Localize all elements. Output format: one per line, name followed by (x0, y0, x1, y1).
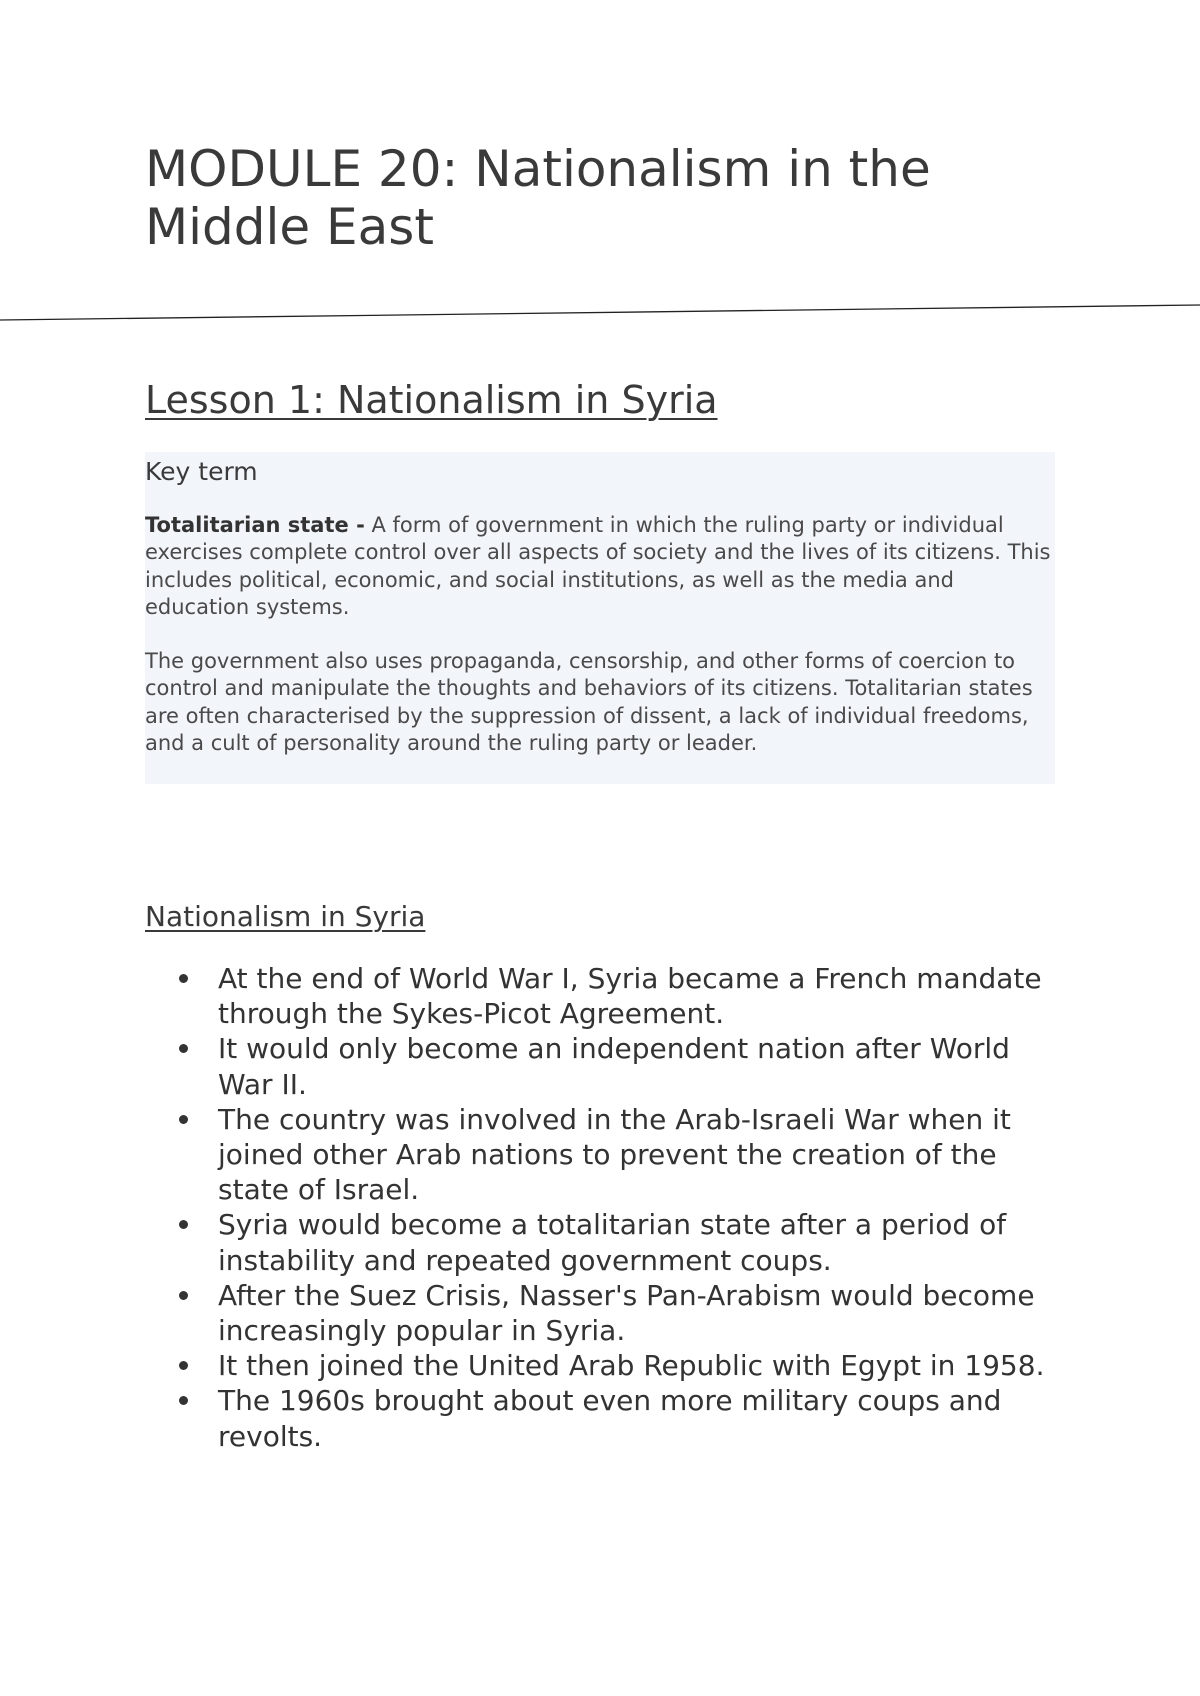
bullet-text: It would only become an independent nation after World War II. (218, 1032, 1010, 1101)
bullet-dot-icon (179, 1291, 188, 1300)
key-term-box (145, 452, 1055, 784)
bullet-text: Syria would become a totalitarian state after a period of instability and repeated government coups. (218, 1208, 1007, 1277)
module-title: MODULE 20: Nationalism in the Middle East (145, 140, 931, 256)
key-term-paragraph-2: The government also uses propaganda, censorship, and other forms of coercion to control and manipulate the thoughts and behaviors of its citizens. Totalitarian states are often characterised by the suppression of dissent, a lack of individual freedoms, and a cult of personality around the ruling party or leader. (145, 649, 1033, 755)
bullet-list (175, 961, 1055, 1454)
bullet-dot-icon (179, 1044, 188, 1053)
bullet-item (175, 1278, 1055, 1348)
key-term-heading: Key term (145, 457, 258, 486)
bullet-item (175, 1348, 1055, 1383)
bullet-dot-icon (179, 1361, 188, 1370)
bullet-text: After the Suez Crisis, Nasser's Pan-Arabism would become increasingly popular in Syria. (218, 1278, 1035, 1348)
bullet-item (175, 1207, 1055, 1277)
lesson-title: Lesson 1: Nationalism in Syria (145, 378, 718, 422)
key-term-definition: A form of government in which the ruling party or individual exercises complete control over all aspects of society and the lives of its citizens. This includes political, economic, and social institutions, as well as the media and education systems. (145, 513, 1051, 619)
bullet-item (175, 1102, 1055, 1208)
bullet-text: The 1960s brought about even more military coups and revolts. (218, 1384, 1002, 1453)
bullet-dot-icon (179, 1115, 188, 1124)
bullet-item (175, 1383, 1055, 1453)
key-term-name: Totalitarian state - (145, 513, 365, 537)
bullet-item (175, 1031, 1055, 1101)
bullet-text: It then joined the United Arab Republic with Egypt in 1958. (218, 1349, 1045, 1383)
key-term-definition-paragraph (145, 512, 1055, 621)
bullet-item (175, 961, 1055, 1031)
divider-line (0, 305, 1200, 320)
bullet-dot-icon (179, 974, 188, 983)
title-divider (0, 300, 1200, 324)
bullet-text: The country was involved in the Arab-Israeli War when it joined other Arab nations to prevent the creation of the state of Israel. (218, 1102, 1011, 1207)
section-heading: Nationalism in Syria (145, 900, 426, 933)
bullet-text: At the end of World War I, Syria became a French mandate through the Sykes-Picot Agreement. (218, 962, 1042, 1031)
bullet-dot-icon (179, 1220, 188, 1229)
bullet-dot-icon (179, 1396, 188, 1405)
